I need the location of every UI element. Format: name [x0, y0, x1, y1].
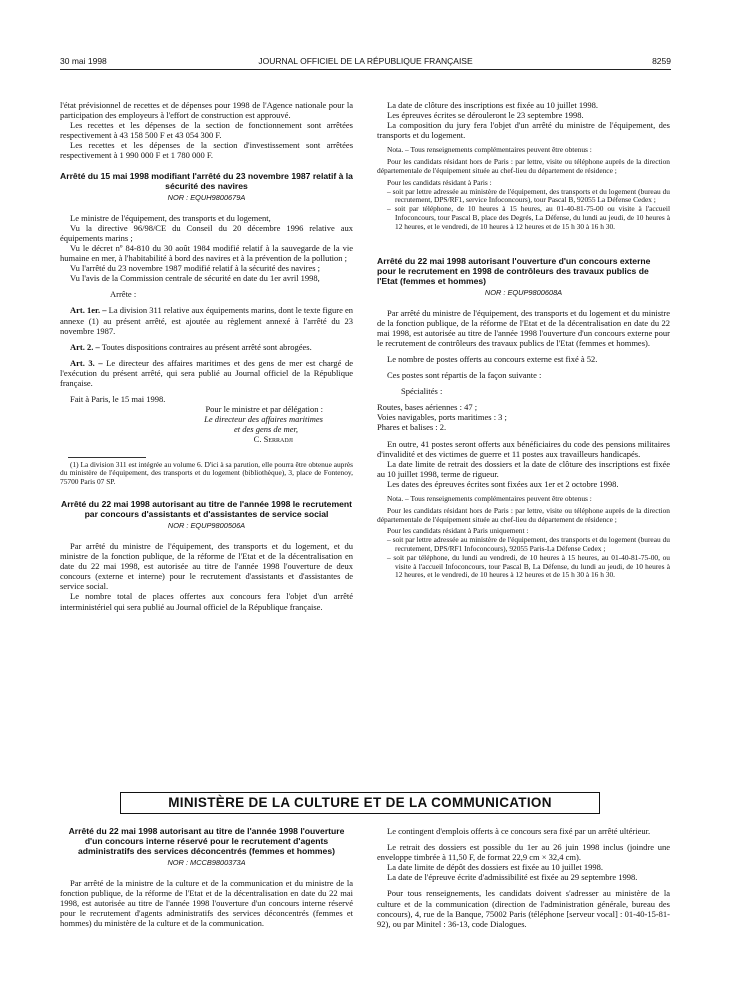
header-page-number: 8259 [652, 56, 671, 66]
right-column [377, 100, 670, 580]
nota-paris: Pour les candidats résidant à Paris uniquement : [387, 526, 529, 536]
nota-line: Nota. – Tous renseignements complémentaires peuvent être obtenus : [387, 145, 592, 155]
decree-title-navires: Arrêté du 15 mai 1998 modifiant l'arrêté du 23 novembre 1987 relatif à la sécurité des navires [60, 170, 353, 191]
header-journal-title: JOURNAL OFFICIEL DE LA RÉPUBLIQUE FRANÇAISE [258, 56, 473, 66]
contact-list [377, 188, 670, 232]
decree-paragraph: Pour tous renseignements, les candidats doivent s'adresser au ministère de la culture et de la communication (direction de l'administration générale, bureau des concours), 4, rue de la Banque, 75002 Paris (téléphone [serveur vocal] : 01-40-15-81-92), ou par Minitel : 36-13, code Dialogues. [377, 888, 670, 929]
decree-paragraph: En outre, 41 postes seront offerts aux bénéficiaires du code des pensions militaires d'invalidité et des victimes de guerre et 11 postes aux travailleurs handicapés. [377, 438, 670, 459]
visa-line: Le ministre de l'équipement, des transports et du logement, [70, 212, 271, 223]
decree-paragraph: La date limite de dépôt des dossiers est fixée au 10 juillet 1998. [387, 862, 603, 873]
intro-paragraph: l'état prévisionnel de recettes et de dépenses pour 1998 de l'Agence nationale pour la participation des employeurs à l'effort de construction est approuvé. [60, 100, 353, 121]
decree-paragraph: La composition du jury fera l'objet d'un arrêté du ministre de l'équipement, des transports et du logement. [377, 120, 670, 141]
decree-paragraph: Par arrêté du ministre de l'équipement, des transports et du logement et du ministre de la fonction publique, de la réforme de l'Etat et de la décentralisation en date du 22 mai 1998, est autorisée au titre de l'année 1998 l'ouverture d'un concours externe pour le recrutement de contrôleurs des travaux publics de l'Etat (femmes et hommes). [377, 307, 670, 348]
specialite-line: Routes, bases aériennes : 47 ; [377, 402, 478, 413]
nor-reference: NOR : EQUP9800506A [167, 520, 246, 530]
decree-paragraph: Le contingent d'emplois offerts à ce concours sera fixé par un arrêté ultérieur. [387, 826, 651, 836]
list-item: – soit par lettre adressée au ministère de l'équipement, des transports et du logement (bureau du recrutement, DPS/RF1, service Infoconcours), tour Pascal B, 92055 La Défense Cedex ; [387, 186, 670, 205]
specialites-label: Spécialités : [401, 386, 443, 397]
header-date: 30 mai 1998 [60, 56, 107, 66]
intro-paragraph: Les recettes et les dépenses de la section d'investissement sont arrêtées respectivement à 1 990 000 F et 1 780 000 F. [60, 140, 353, 161]
nota-paris: Pour les candidats résidant à Paris : [387, 177, 492, 187]
intro-paragraph: Les recettes et les dépenses de la section de fonctionnement sont arrêtées respectivement à 43 158 500 F et 43 054 300 F. [60, 120, 353, 141]
list-item: – soit par téléphone, du lundi au vendredi, de 10 heures à 15 heures, au 01-40-81-75-00, ou visite à l'accueil Infoconcours, tour Pascal B, La Défense, du lundi au jeudi, de 10 heures à 12 heures, et le vendredi, de 10 heures à 12 heures et de 15 h 30 à 16 h 30. [387, 552, 670, 580]
list-item: – soit par téléphone, de 10 heures à 15 heures, au 01-40-81-75-00 ou visite à l'accueil Infoconcours, tour Pascal B, place des Degrés, La Défense, du lundi au jeudi, de 10 heures à 12 heures, et le vendredi, de 10 heures à 12 heures et de 15 h 30 à 16 h 30. [387, 204, 670, 231]
decree-title-agents: Arrêté du 22 mai 1998 autorisant au titre de l'année 1998 l'ouverture d'un concours interne réservé pour le recrutement d'agents administratifs des services déconcentrés (femmes et hommes) [68, 826, 345, 856]
left-column-bottom [60, 826, 353, 929]
footnote-rule [68, 457, 146, 458]
contact-list [377, 536, 670, 580]
arrete-label: Arrête : [110, 289, 137, 300]
decree-title-controleurs: Arrêté du 22 mai 1998 autorisant l'ouverture d'un concours externe pour le recrutement en 1998 de contrôleurs des travaux publics de l'Etat (femmes et hommes) [377, 255, 651, 286]
decree-paragraph: Le retrait des dossiers est possible du 1er au 26 juin 1998 inclus (joindre une enveloppe timbrée à 11,50 F, de format 22,9 cm × 32,4 cm). [377, 842, 670, 863]
visa-line: Vu le décret nº 84-810 du 30 août 1984 modifié relatif à la sauvegarde de la vie humaine en mer, à l'habitabilité à bord des navires et à la prévention de la pollution ; [60, 242, 353, 264]
nor-reference: NOR : MCCB9800373A [167, 858, 246, 867]
nor-reference: NOR : EQUP9800608A [484, 287, 563, 297]
page-header [60, 56, 671, 68]
decree-paragraph: La date de clôture des inscriptions est fixée au 10 juillet 1998. [387, 100, 599, 110]
article-2: Art. 2. – Toutes dispositions contraires au présent arrêté sont abrogées. [70, 341, 312, 352]
right-column-bottom [377, 826, 670, 929]
signature-delegation: Pour le ministre et par délégation : [205, 404, 323, 415]
article-1: Art. 1er. – La division 311 relative aux équipements marins, dont le texte figure en annexe (1) au présent arrêté, est ajoutée au règlement annexé à l'arrêté du 23 novembre 1987. [60, 305, 353, 336]
header-rule [60, 69, 671, 70]
signature-function: Le directeur des affaires maritimes [204, 414, 323, 425]
decree-paragraph: Le nombre de postes offerts au concours externe est fixé à 52. [387, 354, 598, 365]
nota-hors-paris: Pour les candidats résidant hors de Paris : par lettre, visite ou téléphone auprès de la direction départementale de l'équipement située au chef-lieu du département de résidence ; [377, 505, 670, 524]
signature-function: et des gens de mer, [234, 424, 298, 435]
decree-paragraph: Ces postes sont répartis de la façon suivante : [387, 370, 542, 381]
list-item: – soit par lettre adressée au ministère de l'équipement, des transports et du logement (bureau du recrutement, DPS/RF1 Infoconcours), 92055 Paris-La Défense Cedex ; [387, 535, 670, 554]
nota-hors-paris: Pour les candidats résidant hors de Paris : par lettre, visite ou téléphone auprès de la direction départementale de l'équipement située au chef-lieu du département de résidence ; [377, 157, 670, 175]
decree-title-assistants: Arrêté du 22 mai 1998 autorisant au titre de l'année 1998 le recrutement par concours d'assistants et d'assistantes de service social [60, 498, 352, 519]
visa-line: Vu l'arrêté du 23 novembre 1987 modifié relatif à la sécurité des navires ; [70, 263, 321, 274]
decree-paragraph: Les épreuves écrites se dérouleront le 23 septembre 1998. [387, 110, 584, 121]
article-3: Art. 3. – Le directeur des affaires maritimes et des gens de mer est chargé de l'exécution du présent arrêté, qui sera publié au Journal officiel de la République française. [60, 357, 353, 388]
left-column [60, 100, 353, 612]
decree-paragraph: La date de l'épreuve écrite d'admissibilité est fixée au 29 septembre 1998. [387, 872, 638, 883]
visa-line: Vu l'avis de la Commission centrale de sécurité en date du 1er avril 1998, [70, 273, 320, 284]
ministry-banner: MINISTÈRE DE LA CULTURE ET DE LA COMMUNICATION [120, 792, 600, 814]
specialite-line: Voies navigables, ports maritimes : 3 ; [377, 412, 507, 423]
footnote: (1) La division 311 est intégrée au volume 6. D'ici à sa parution, elle pourra être obtenue auprès du ministère de l'équipement, des transports et du logement (bibliothèque), 3, place de Fontenoy, 75700 Paris 07 SP. [60, 459, 353, 487]
nor-reference: NOR : EQUH9800679A [167, 192, 246, 202]
specialite-line: Phares et balises : 2. [377, 422, 447, 433]
visa-line: Vu la directive 96/98/CE du Conseil du 20 décembre 1996 relative aux équipements marins ; [60, 222, 353, 243]
decree-paragraph: Par arrêté du ministre de l'équipement, des transports et du logement, et du ministre de la fonction publique, de la réforme de l'Etat et de la décentralisation en date du 22 mai 1998, est autorisée au titre de l'année 1998 l'ouverture de deux concours (externe et interne) pour le recrutement d'assistants et d'assistantes de service social. [60, 541, 353, 592]
decree-paragraph: Les dates des épreuves écrites sont fixées aux 1er et 2 octobre 1998. [387, 478, 619, 489]
decree-paragraph: Par arrêté de la ministre de la culture et de la communication et du ministre de la fonction publique, de la réforme de l'Etat et de la décentralisation en date du 22 mai 1998, est autorisée au titre de l'année 1998 l'ouverture d'un concours interne réservé pour le recrutement d'agents administratifs des services déconcentrés (femmes et hommes) du ministère de la culture et de la communication. [60, 878, 353, 929]
nota-line: Nota. – Tous renseignements complémentaires peuvent être obtenus : [387, 494, 592, 504]
decree-paragraph: La date limite de retrait des dossiers et la date de clôture des inscriptions est fixée au 10 juillet 1998, terme de rigueur. [377, 458, 670, 479]
decree-paragraph: Le nombre total de places offertes aux concours fera l'objet d'un arrêté interministériel qui sera publié au Journal officiel de la République française. [60, 591, 353, 612]
fait-a-paris: Fait à Paris, le 15 mai 1998. [70, 394, 166, 405]
signatory-name: C. Serradji [253, 434, 293, 445]
